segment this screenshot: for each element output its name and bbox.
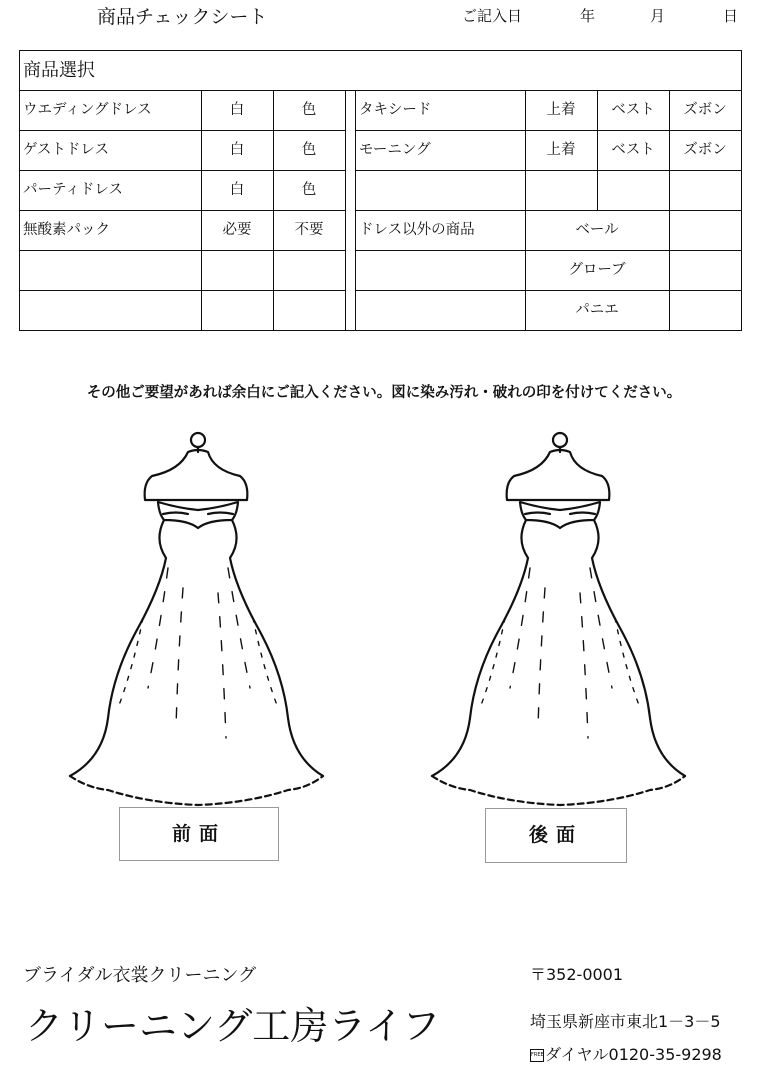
option-color[interactable]: 色: [301, 102, 317, 118]
date-label: ご記入日: [462, 7, 523, 25]
option-color[interactable]: 色: [301, 142, 317, 158]
date-month-label: 月: [650, 7, 666, 25]
date-year-label: 年: [580, 7, 596, 25]
option-vest[interactable]: ベスト: [611, 102, 655, 118]
back-label: 後面: [485, 808, 627, 863]
option-white[interactable]: 白: [229, 102, 245, 118]
option-jacket[interactable]: 上着: [546, 102, 576, 118]
item-oxygen-free-pack: 無酸素パック: [23, 222, 110, 238]
option-jacket[interactable]: 上着: [546, 142, 576, 158]
option-veil[interactable]: ベール: [575, 222, 619, 238]
sheet-title: 商品チェックシート: [97, 6, 268, 28]
item-morning-coat: モーニング: [359, 142, 431, 158]
item-tuxedo: タキシード: [359, 102, 432, 118]
footer-subtitle: ブライダル衣裳クリーニング: [23, 965, 257, 986]
item-guest-dress: ゲストドレス: [23, 142, 109, 158]
item-party-dress: パーティドレス: [23, 182, 123, 198]
address: 埼玉県新座市東北1－3－5: [530, 1012, 721, 1031]
option-white[interactable]: 白: [229, 182, 245, 198]
company-name: クリーニング工房ライフ: [25, 1004, 440, 1048]
option-color[interactable]: 色: [301, 182, 317, 198]
phone-line: [530, 1042, 722, 1065]
dress-back-illustration[interactable]: [410, 428, 705, 810]
option-gloves[interactable]: グローブ: [568, 262, 626, 278]
instruction-text: その他ご要望があれば余白にご記入ください。図に染み汚れ・破れの印を付けてください。: [86, 385, 682, 401]
date-day-label: 日: [723, 7, 739, 25]
option-vest[interactable]: ベスト: [611, 142, 655, 158]
option-not-required[interactable]: 不要: [294, 222, 324, 238]
free-dial-icon: FREE: [530, 1049, 544, 1062]
item-wedding-dress: ウエディングドレス: [23, 102, 152, 118]
front-label: 前面: [119, 807, 279, 861]
option-required[interactable]: 必要: [222, 222, 252, 238]
postal-code: 〒352-0001: [530, 965, 624, 984]
section-title: 商品選択: [23, 60, 95, 81]
option-white[interactable]: 白: [229, 142, 245, 158]
phone-number: ダイヤル0120-35-9298: [545, 1045, 722, 1064]
dress-front-illustration[interactable]: [48, 428, 343, 810]
option-trousers[interactable]: ズボン: [683, 102, 727, 118]
other-items-label: ドレス以外の商品: [359, 222, 475, 238]
option-trousers[interactable]: ズボン: [683, 142, 727, 158]
option-pannier[interactable]: パニエ: [575, 302, 619, 318]
